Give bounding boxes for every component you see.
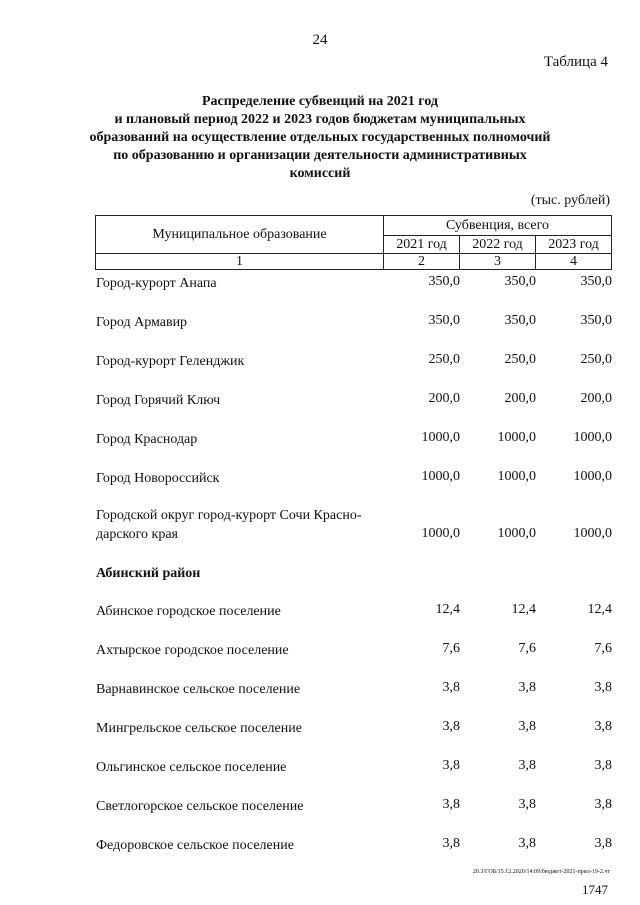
row-value-2021: 3,8 <box>442 719 460 734</box>
row-value-2022: 3,8 <box>518 836 536 851</box>
row-value-2021: 200,0 <box>428 391 460 406</box>
row-municipality: Город Новороссийск <box>96 471 220 486</box>
row-value-2021: 3,8 <box>442 797 460 812</box>
row-municipality: Ахтырское городское поселение <box>96 643 289 658</box>
row-value-2022: 1000,0 <box>497 526 536 541</box>
row-value-2021: 350,0 <box>428 274 460 289</box>
row-value-2022: 3,8 <box>518 719 536 734</box>
header-year-2021: 2021 год <box>383 235 460 254</box>
row-value-2023: 3,8 <box>594 836 612 851</box>
row-municipality: Город Армавир <box>96 315 188 330</box>
row-municipality: Город Горячий Ключ <box>96 393 221 408</box>
row-value-2023: 3,8 <box>594 719 612 734</box>
row-value-2021: 7,6 <box>442 641 460 656</box>
row-value-2023: 1000,0 <box>573 469 612 484</box>
row-value-2023: 7,6 <box>594 641 612 656</box>
row-value-2022: 350,0 <box>504 313 536 328</box>
row-value-2023: 3,8 <box>594 758 612 773</box>
row-value-2022: 1000,0 <box>497 469 536 484</box>
row-value-2021: 250,0 <box>428 352 460 367</box>
row-value-2022: 200,0 <box>504 391 536 406</box>
row-municipality: Светлогорское сельское поселение <box>96 799 304 814</box>
section-title: Абинский район <box>96 566 201 581</box>
row-value-2021: 3,8 <box>442 836 460 851</box>
header-subvention-total: Субвенция, всего <box>383 215 612 236</box>
document-title <box>60 93 580 183</box>
row-value-2021: 1000,0 <box>421 526 460 541</box>
row-value-2023: 1000,0 <box>573 430 612 445</box>
row-municipality-continued: дарского края <box>96 527 178 542</box>
title-line: по образованию и организации деятельности административных <box>113 148 527 163</box>
row-municipality: Варнавинское сельское поселение <box>96 682 301 697</box>
row-municipality: Город Краснодар <box>96 432 198 447</box>
header-year-2023: 2023 год <box>535 235 612 254</box>
row-value-2023: 1000,0 <box>573 526 612 541</box>
row-value-2021: 3,8 <box>442 680 460 695</box>
page-number: 24 <box>312 32 328 48</box>
title-line: и плановый период 2022 и 2023 годов бюджетам муниципальных <box>114 112 526 127</box>
row-value-2022: 350,0 <box>504 274 536 289</box>
row-value-2022: 1000,0 <box>497 430 536 445</box>
units-label: (тыс. рублей) <box>530 193 610 208</box>
header-year-2022: 2022 год <box>459 235 536 254</box>
header-municipality: Муниципальное образование <box>95 215 384 254</box>
header-col-number: 4 <box>535 253 612 270</box>
row-municipality: Абинское городское поселение <box>96 604 281 619</box>
title-line: Распределение субвенций на 2021 год <box>202 94 438 109</box>
row-municipality: Ольгинское сельское поселение <box>96 760 287 775</box>
row-municipality: Город-курорт Анапа <box>96 276 217 291</box>
header-col-number: 1 <box>95 253 384 270</box>
row-value-2021: 12,4 <box>435 602 460 617</box>
row-value-2021: 1000,0 <box>421 430 460 445</box>
row-value-2023: 12,4 <box>587 602 612 617</box>
row-value-2021: 350,0 <box>428 313 460 328</box>
document-code: 20.3/ГОБ/15.12.2020/14:09/бюджет-2021-прил-19-2.чт <box>472 869 610 875</box>
row-municipality: Городской округ город-курорт Сочи Красно- <box>96 508 362 523</box>
row-value-2023: 350,0 <box>580 274 612 289</box>
row-municipality: Федоровское сельское поселение <box>96 838 294 853</box>
row-value-2021: 3,8 <box>442 758 460 773</box>
row-value-2022: 250,0 <box>504 352 536 367</box>
title-line: образований на осуществление отдельных государственных полномочий <box>89 130 551 145</box>
row-value-2022: 3,8 <box>518 680 536 695</box>
row-value-2022: 12,4 <box>511 602 536 617</box>
row-value-2022: 3,8 <box>518 758 536 773</box>
row-value-2021: 1000,0 <box>421 469 460 484</box>
page-total-number: 1747 <box>582 882 608 897</box>
header-col-number: 3 <box>459 253 536 270</box>
row-municipality: Мингрельское сельское поселение <box>96 721 302 736</box>
row-value-2023: 350,0 <box>580 313 612 328</box>
row-value-2023: 3,8 <box>594 680 612 695</box>
title-line: комиссий <box>289 166 351 181</box>
row-municipality: Город-курорт Геленджик <box>96 354 245 369</box>
header-col-number: 2 <box>383 253 460 270</box>
row-value-2022: 3,8 <box>518 797 536 812</box>
row-value-2023: 3,8 <box>594 797 612 812</box>
table-header <box>95 215 612 270</box>
table-label: Таблица 4 <box>543 54 608 70</box>
row-value-2023: 200,0 <box>580 391 612 406</box>
row-value-2023: 250,0 <box>580 352 612 367</box>
row-value-2022: 7,6 <box>518 641 536 656</box>
